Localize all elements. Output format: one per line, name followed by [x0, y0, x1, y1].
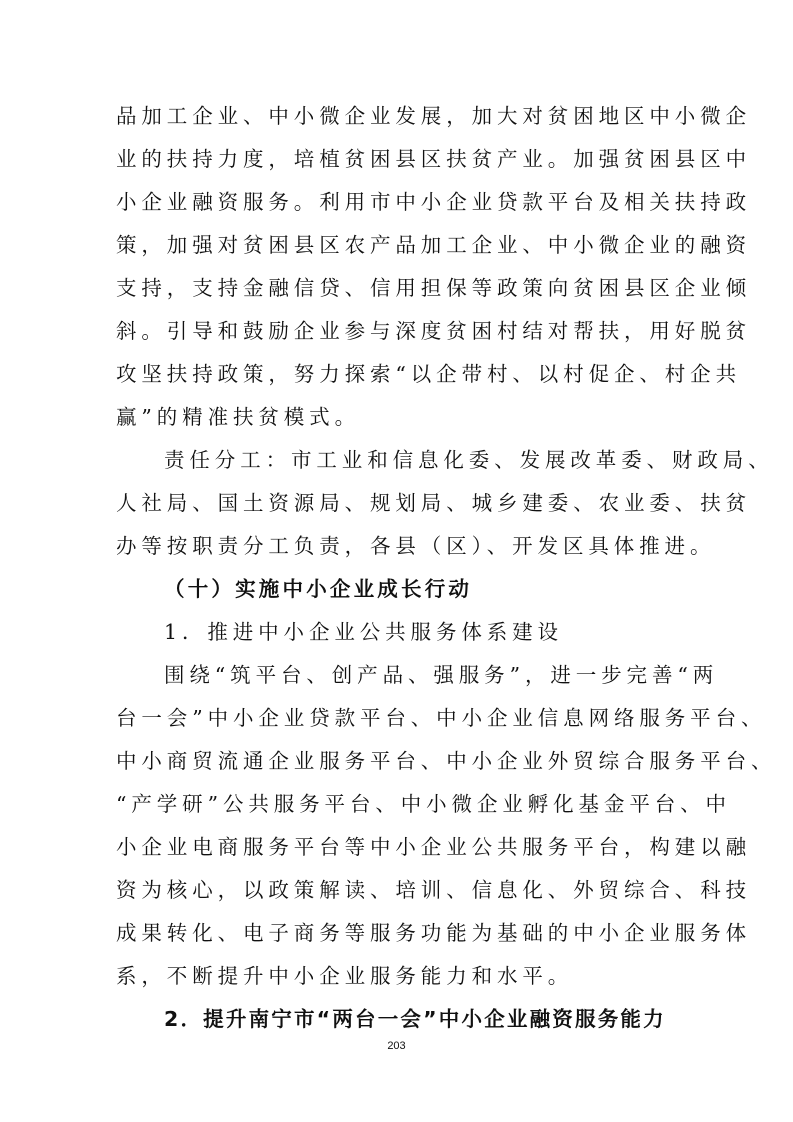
paragraph-line: 系，不断提升中小企业服务能力和水平。 — [116, 964, 574, 988]
paragraph-line: 中小商贸流通企业服务平台、中小企业外贸综合服务平台、 — [116, 749, 777, 773]
subsection-heading: 1．推进中小企业公共服务体系建设 — [164, 620, 563, 644]
section-heading: （十）实施中小企业成长行动 — [164, 577, 473, 601]
paragraph-line: 品加工企业、中小微企业发展，加大对贫困地区中小微企 — [116, 104, 751, 128]
paragraph-line: 资为核心，以政策解读、培训、信息化、外贸综合、科技 — [116, 878, 751, 902]
paragraph-line: 围绕“筑平台、创产品、强服务”，进一步完善“两 — [164, 663, 719, 687]
paragraph-line: 支持，支持金融信贷、信用担保等政策向贫困县区企业倾 — [116, 276, 751, 300]
page-number: 203 — [387, 1040, 406, 1052]
paragraph-line: 人社局、国土资源局、规划局、城乡建委、农业委、扶贫 — [116, 491, 751, 515]
paragraph-line: 小企业融资服务。利用市中小企业贷款平台及相关扶持政 — [116, 190, 751, 214]
responsibility-line: 责任分工：市工业和信息化委、发展改革委、财政局、 — [164, 448, 774, 472]
paragraph-line: 策，加强对贫困县区农产品加工企业、中小微企业的融资 — [116, 233, 751, 257]
paragraph-line: “产学研”公共服务平台、中小微企业孵化基金平台、中 — [116, 792, 731, 816]
paragraph-line: 小企业电商服务平台等中小企业公共服务平台，构建以融 — [116, 835, 751, 859]
paragraph-line: 成果转化、电子商务等服务功能为基础的中小企业服务体 — [116, 921, 751, 945]
paragraph-line: 斜。引导和鼓励企业参与深度贫困村结对帮扶，用好脱贫 — [116, 319, 751, 343]
paragraph-line: 攻坚扶持政策，努力探索“以企带村、以村促企、村企共 — [116, 362, 741, 386]
paragraph-line: 台一会”中小企业贷款平台、中小企业信息网络服务平台、 — [116, 706, 767, 730]
subsection-heading: 2．提升南宁市“两台一会”中小企业融资服务能力 — [164, 1007, 666, 1031]
paragraph-line: 办等按职责分工负责，各县（区）、开发区具体推进。 — [116, 534, 716, 558]
paragraph-line: 赢”的精准扶贫模式。 — [116, 405, 360, 429]
paragraph-line: 业的扶持力度，培植贫困县区扶贫产业。加强贫困县区中 — [116, 147, 751, 171]
